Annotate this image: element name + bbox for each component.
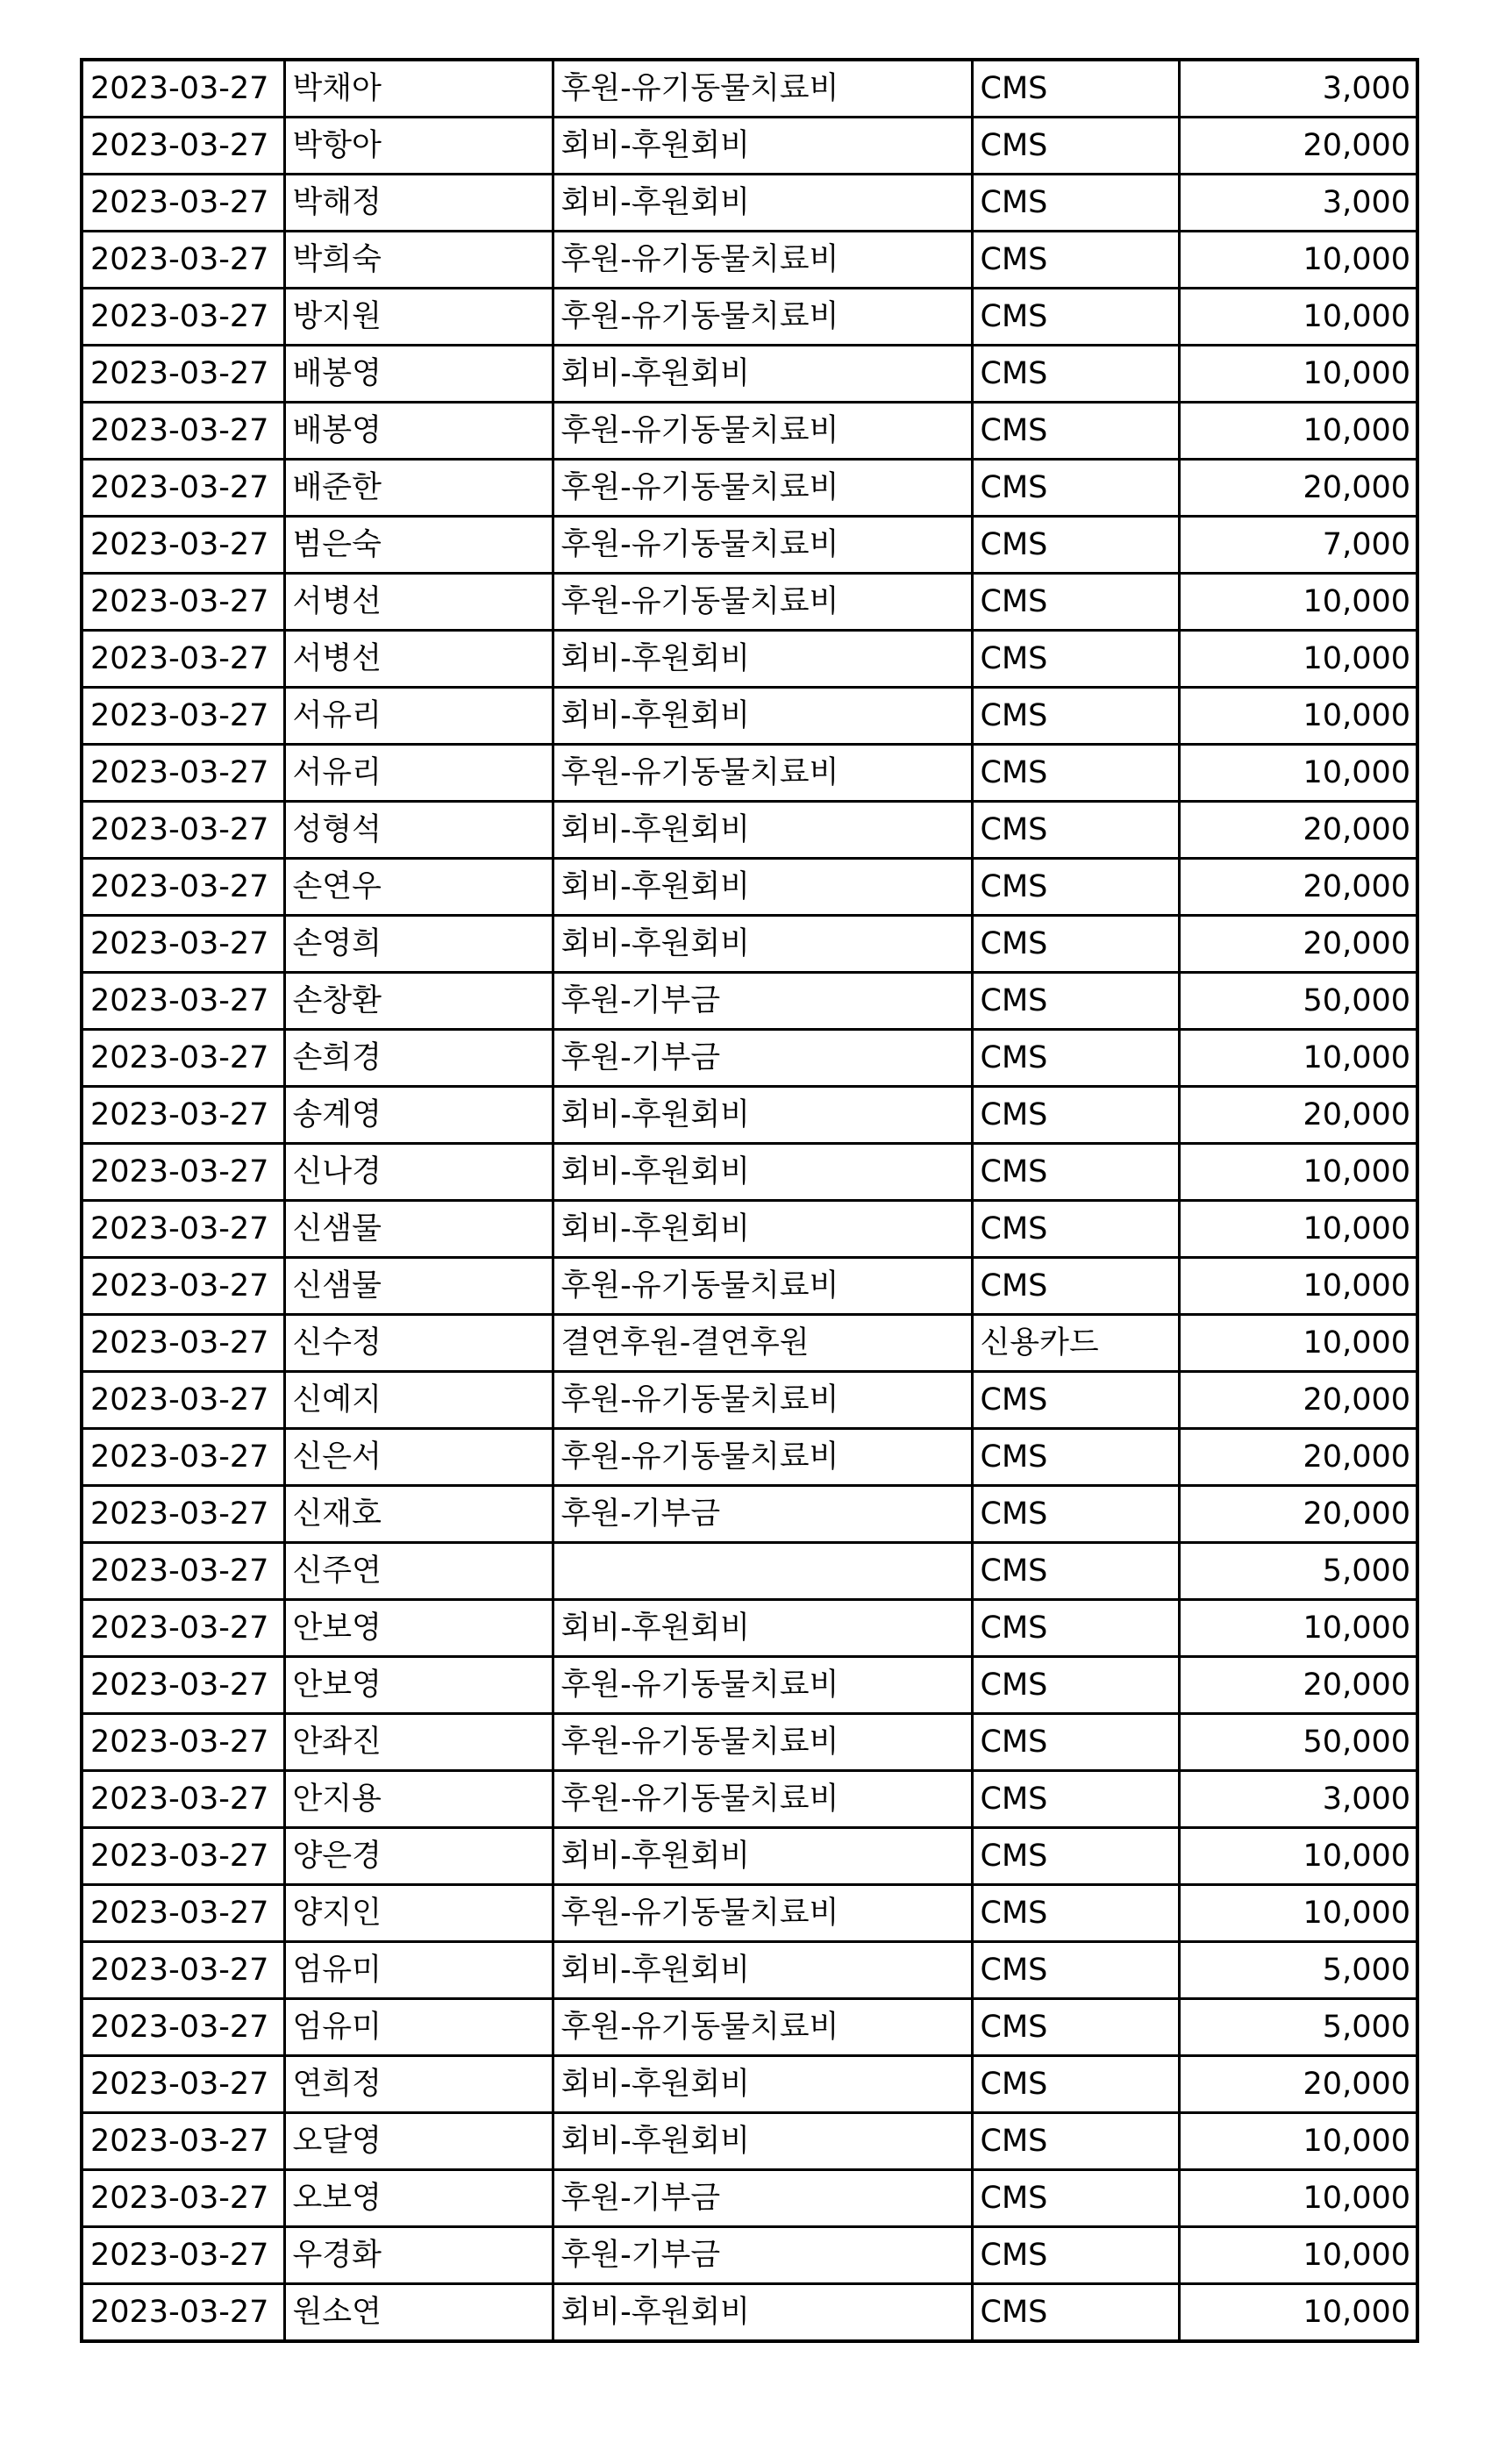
- table-row: [82, 1486, 1417, 1543]
- amount-cell: 20,000: [1179, 1486, 1417, 1543]
- amount-cell: 20,000: [1179, 916, 1417, 973]
- table-row: [82, 1087, 1417, 1144]
- name-cell: 원소연: [284, 2284, 553, 2342]
- category-cell: 회비-후원회비: [553, 802, 972, 859]
- name-cell: 배봉영: [284, 403, 553, 460]
- table-row: [82, 1828, 1417, 1885]
- payment-method-cell: CMS: [972, 232, 1179, 289]
- name-cell: 엄유미: [284, 1942, 553, 1999]
- amount-cell: 10,000: [1179, 2113, 1417, 2170]
- date-cell: 2023-03-27: [82, 2056, 284, 2113]
- category-cell: 후원-기부금: [553, 1486, 972, 1543]
- payment-method-cell: CMS: [972, 1144, 1179, 1201]
- amount-cell: 20,000: [1179, 1372, 1417, 1429]
- amount-cell: 20,000: [1179, 1657, 1417, 1714]
- category-cell: 결연후원-결연후원: [553, 1315, 972, 1372]
- table-row: [82, 574, 1417, 631]
- payment-method-cell: 신용카드: [972, 1315, 1179, 1372]
- amount-cell: 10,000: [1179, 1828, 1417, 1885]
- name-cell: 방지원: [284, 289, 553, 346]
- table-row: [82, 118, 1417, 175]
- name-cell: 신샘물: [284, 1258, 553, 1315]
- amount-cell: 10,000: [1179, 289, 1417, 346]
- table-row: [82, 1657, 1417, 1714]
- category-cell: 회비-후원회비: [553, 1942, 972, 1999]
- amount-cell: 3,000: [1179, 60, 1417, 118]
- payment-method-cell: CMS: [972, 118, 1179, 175]
- category-cell: 후원-유기동물치료비: [553, 1372, 972, 1429]
- name-cell: 송계영: [284, 1087, 553, 1144]
- amount-cell: 10,000: [1179, 1258, 1417, 1315]
- payment-method-cell: CMS: [972, 1543, 1179, 1600]
- name-cell: 신수정: [284, 1315, 553, 1372]
- payment-method-cell: CMS: [972, 745, 1179, 802]
- name-cell: 안보영: [284, 1657, 553, 1714]
- date-cell: 2023-03-27: [82, 403, 284, 460]
- category-cell: 후원-유기동물치료비: [553, 232, 972, 289]
- payment-method-cell: CMS: [972, 1771, 1179, 1828]
- name-cell: 배준한: [284, 460, 553, 517]
- category-cell: 회비-후원회비: [553, 916, 972, 973]
- payment-method-cell: CMS: [972, 2227, 1179, 2284]
- category-cell: 후원-기부금: [553, 1030, 972, 1087]
- payment-method-cell: CMS: [972, 1999, 1179, 2056]
- amount-cell: 5,000: [1179, 1999, 1417, 2056]
- payment-method-cell: CMS: [972, 574, 1179, 631]
- amount-cell: 10,000: [1179, 1201, 1417, 1258]
- amount-cell: 10,000: [1179, 1315, 1417, 1372]
- name-cell: 신재호: [284, 1486, 553, 1543]
- date-cell: 2023-03-27: [82, 574, 284, 631]
- category-cell: 후원-유기동물치료비: [553, 403, 972, 460]
- category-cell: 회비-후원회비: [553, 346, 972, 403]
- table-row: [82, 403, 1417, 460]
- name-cell: 신나경: [284, 1144, 553, 1201]
- amount-cell: 20,000: [1179, 118, 1417, 175]
- amount-cell: 5,000: [1179, 1942, 1417, 1999]
- category-cell: 후원-유기동물치료비: [553, 517, 972, 574]
- table-row: [82, 1429, 1417, 1486]
- date-cell: 2023-03-27: [82, 1828, 284, 1885]
- date-cell: 2023-03-27: [82, 1429, 284, 1486]
- payment-method-cell: CMS: [972, 517, 1179, 574]
- name-cell: 박희숙: [284, 232, 553, 289]
- amount-cell: 10,000: [1179, 2284, 1417, 2342]
- donation-ledger-table: [80, 58, 1419, 2343]
- name-cell: 손연우: [284, 859, 553, 916]
- table-row: [82, 1885, 1417, 1942]
- payment-method-cell: CMS: [972, 1372, 1179, 1429]
- category-cell: 후원-유기동물치료비: [553, 1771, 972, 1828]
- payment-method-cell: CMS: [972, 859, 1179, 916]
- table-row: [82, 1771, 1417, 1828]
- category-cell: 회비-후원회비: [553, 631, 972, 688]
- category-cell: 후원-유기동물치료비: [553, 745, 972, 802]
- name-cell: 안보영: [284, 1600, 553, 1657]
- payment-method-cell: CMS: [972, 802, 1179, 859]
- table-row: [82, 1600, 1417, 1657]
- date-cell: 2023-03-27: [82, 118, 284, 175]
- date-cell: 2023-03-27: [82, 1885, 284, 1942]
- table-row: [82, 2170, 1417, 2227]
- amount-cell: 10,000: [1179, 574, 1417, 631]
- category-cell: 회비-후원회비: [553, 2284, 972, 2342]
- amount-cell: 20,000: [1179, 802, 1417, 859]
- date-cell: 2023-03-27: [82, 688, 284, 745]
- amount-cell: 3,000: [1179, 175, 1417, 232]
- date-cell: 2023-03-27: [82, 745, 284, 802]
- table-row: [82, 175, 1417, 232]
- table-row: [82, 916, 1417, 973]
- category-cell: 후원-기부금: [553, 2227, 972, 2284]
- category-cell: 회비-후원회비: [553, 1201, 972, 1258]
- table-row: [82, 517, 1417, 574]
- table-row: [82, 1942, 1417, 1999]
- name-cell: 연희정: [284, 2056, 553, 2113]
- payment-method-cell: CMS: [972, 346, 1179, 403]
- amount-cell: 10,000: [1179, 688, 1417, 745]
- name-cell: 손희경: [284, 1030, 553, 1087]
- date-cell: 2023-03-27: [82, 973, 284, 1030]
- table-row: [82, 1201, 1417, 1258]
- category-cell: 회비-후원회비: [553, 859, 972, 916]
- payment-method-cell: CMS: [972, 289, 1179, 346]
- category-cell: 후원-유기동물치료비: [553, 1429, 972, 1486]
- category-cell: 회비-후원회비: [553, 2056, 972, 2113]
- name-cell: 배봉영: [284, 346, 553, 403]
- date-cell: 2023-03-27: [82, 2284, 284, 2342]
- table-row: [82, 745, 1417, 802]
- category-cell: 후원-기부금: [553, 973, 972, 1030]
- table-row: [82, 1714, 1417, 1771]
- payment-method-cell: CMS: [972, 916, 1179, 973]
- amount-cell: 3,000: [1179, 1771, 1417, 1828]
- category-cell: 회비-후원회비: [553, 2113, 972, 2170]
- date-cell: 2023-03-27: [82, 802, 284, 859]
- payment-method-cell: CMS: [972, 1942, 1179, 1999]
- amount-cell: 7,000: [1179, 517, 1417, 574]
- date-cell: 2023-03-27: [82, 289, 284, 346]
- category-cell: 후원-유기동물치료비: [553, 460, 972, 517]
- table-row: [82, 1999, 1417, 2056]
- category-cell: 회비-후원회비: [553, 688, 972, 745]
- payment-method-cell: CMS: [972, 2113, 1179, 2170]
- category-cell: 후원-유기동물치료비: [553, 60, 972, 118]
- payment-method-cell: CMS: [972, 1486, 1179, 1543]
- payment-method-cell: CMS: [972, 1258, 1179, 1315]
- amount-cell: 50,000: [1179, 1714, 1417, 1771]
- payment-method-cell: CMS: [972, 1828, 1179, 1885]
- amount-cell: 10,000: [1179, 631, 1417, 688]
- name-cell: 서병선: [284, 574, 553, 631]
- payment-method-cell: CMS: [972, 1885, 1179, 1942]
- date-cell: 2023-03-27: [82, 1258, 284, 1315]
- payment-method-cell: CMS: [972, 1600, 1179, 1657]
- name-cell: 신주연: [284, 1543, 553, 1600]
- date-cell: 2023-03-27: [82, 1201, 284, 1258]
- date-cell: 2023-03-27: [82, 1942, 284, 1999]
- category-cell: 후원-유기동물치료비: [553, 574, 972, 631]
- date-cell: 2023-03-27: [82, 1657, 284, 1714]
- date-cell: 2023-03-27: [82, 175, 284, 232]
- table-row: [82, 973, 1417, 1030]
- date-cell: 2023-03-27: [82, 1030, 284, 1087]
- payment-method-cell: CMS: [972, 2056, 1179, 2113]
- name-cell: 서유리: [284, 745, 553, 802]
- table-row: [82, 1543, 1417, 1600]
- ledger-body: [82, 60, 1417, 2341]
- name-cell: 범은숙: [284, 517, 553, 574]
- category-cell: 회비-후원회비: [553, 1600, 972, 1657]
- table-row: [82, 859, 1417, 916]
- name-cell: 신예지: [284, 1372, 553, 1429]
- date-cell: 2023-03-27: [82, 916, 284, 973]
- name-cell: 오보영: [284, 2170, 553, 2227]
- amount-cell: 10,000: [1179, 2170, 1417, 2227]
- amount-cell: 10,000: [1179, 745, 1417, 802]
- category-cell: 후원-유기동물치료비: [553, 289, 972, 346]
- table-row: [82, 60, 1417, 118]
- date-cell: 2023-03-27: [82, 1315, 284, 1372]
- category-cell: 후원-유기동물치료비: [553, 1258, 972, 1315]
- date-cell: 2023-03-27: [82, 460, 284, 517]
- amount-cell: 10,000: [1179, 1600, 1417, 1657]
- payment-method-cell: CMS: [972, 1429, 1179, 1486]
- date-cell: 2023-03-27: [82, 517, 284, 574]
- payment-method-cell: CMS: [972, 1030, 1179, 1087]
- table-row: [82, 1315, 1417, 1372]
- date-cell: 2023-03-27: [82, 1999, 284, 2056]
- amount-cell: 20,000: [1179, 1087, 1417, 1144]
- date-cell: 2023-03-27: [82, 1600, 284, 1657]
- name-cell: 손영희: [284, 916, 553, 973]
- table-row: [82, 1372, 1417, 1429]
- amount-cell: 20,000: [1179, 859, 1417, 916]
- date-cell: 2023-03-27: [82, 1714, 284, 1771]
- date-cell: 2023-03-27: [82, 859, 284, 916]
- table-row: [82, 631, 1417, 688]
- date-cell: 2023-03-27: [82, 2227, 284, 2284]
- name-cell: 서병선: [284, 631, 553, 688]
- payment-method-cell: CMS: [972, 60, 1179, 118]
- category-cell: 후원-기부금: [553, 2170, 972, 2227]
- payment-method-cell: CMS: [972, 175, 1179, 232]
- name-cell: 손창환: [284, 973, 553, 1030]
- date-cell: 2023-03-27: [82, 346, 284, 403]
- date-cell: 2023-03-27: [82, 232, 284, 289]
- table-row: [82, 2056, 1417, 2113]
- table-row: [82, 1258, 1417, 1315]
- table-row: [82, 2284, 1417, 2342]
- date-cell: 2023-03-27: [82, 631, 284, 688]
- date-cell: 2023-03-27: [82, 1144, 284, 1201]
- name-cell: 엄유미: [284, 1999, 553, 2056]
- table-row: [82, 232, 1417, 289]
- name-cell: 양은경: [284, 1828, 553, 1885]
- category-cell: 후원-유기동물치료비: [553, 1714, 972, 1771]
- date-cell: 2023-03-27: [82, 2170, 284, 2227]
- table-row: [82, 802, 1417, 859]
- name-cell: 오달영: [284, 2113, 553, 2170]
- name-cell: 성형석: [284, 802, 553, 859]
- table-row: [82, 1144, 1417, 1201]
- category-cell: 회비-후원회비: [553, 1144, 972, 1201]
- name-cell: 신은서: [284, 1429, 553, 1486]
- name-cell: 서유리: [284, 688, 553, 745]
- payment-method-cell: CMS: [972, 1657, 1179, 1714]
- amount-cell: 10,000: [1179, 1144, 1417, 1201]
- amount-cell: 50,000: [1179, 973, 1417, 1030]
- table-row: [82, 289, 1417, 346]
- payment-method-cell: CMS: [972, 973, 1179, 1030]
- date-cell: 2023-03-27: [82, 1771, 284, 1828]
- table-row: [82, 1030, 1417, 1087]
- category-cell: 후원-유기동물치료비: [553, 1999, 972, 2056]
- payment-method-cell: CMS: [972, 2284, 1179, 2342]
- date-cell: 2023-03-27: [82, 60, 284, 118]
- table-row: [82, 460, 1417, 517]
- category-cell: [553, 1543, 972, 1600]
- amount-cell: 10,000: [1179, 1030, 1417, 1087]
- category-cell: 회비-후원회비: [553, 1828, 972, 1885]
- category-cell: 회비-후원회비: [553, 1087, 972, 1144]
- name-cell: 박해정: [284, 175, 553, 232]
- name-cell: 박채아: [284, 60, 553, 118]
- date-cell: 2023-03-27: [82, 2113, 284, 2170]
- amount-cell: 10,000: [1179, 232, 1417, 289]
- amount-cell: 10,000: [1179, 403, 1417, 460]
- date-cell: 2023-03-27: [82, 1087, 284, 1144]
- category-cell: 후원-유기동물치료비: [553, 1657, 972, 1714]
- amount-cell: 20,000: [1179, 2056, 1417, 2113]
- amount-cell: 10,000: [1179, 1885, 1417, 1942]
- table-row: [82, 2227, 1417, 2284]
- payment-method-cell: CMS: [972, 403, 1179, 460]
- name-cell: 안지용: [284, 1771, 553, 1828]
- amount-cell: 10,000: [1179, 2227, 1417, 2284]
- name-cell: 안좌진: [284, 1714, 553, 1771]
- category-cell: 회비-후원회비: [553, 118, 972, 175]
- payment-method-cell: CMS: [972, 1201, 1179, 1258]
- amount-cell: 20,000: [1179, 1429, 1417, 1486]
- payment-method-cell: CMS: [972, 2170, 1179, 2227]
- table-row: [82, 2113, 1417, 2170]
- category-cell: 후원-유기동물치료비: [553, 1885, 972, 1942]
- payment-method-cell: CMS: [972, 1087, 1179, 1144]
- amount-cell: 10,000: [1179, 346, 1417, 403]
- name-cell: 신샘물: [284, 1201, 553, 1258]
- payment-method-cell: CMS: [972, 631, 1179, 688]
- table-row: [82, 346, 1417, 403]
- date-cell: 2023-03-27: [82, 1372, 284, 1429]
- payment-method-cell: CMS: [972, 1714, 1179, 1771]
- payment-method-cell: CMS: [972, 460, 1179, 517]
- date-cell: 2023-03-27: [82, 1543, 284, 1600]
- date-cell: 2023-03-27: [82, 1486, 284, 1543]
- table-row: [82, 688, 1417, 745]
- name-cell: 양지인: [284, 1885, 553, 1942]
- name-cell: 박항아: [284, 118, 553, 175]
- amount-cell: 20,000: [1179, 460, 1417, 517]
- amount-cell: 5,000: [1179, 1543, 1417, 1600]
- payment-method-cell: CMS: [972, 688, 1179, 745]
- name-cell: 우경화: [284, 2227, 553, 2284]
- category-cell: 회비-후원회비: [553, 175, 972, 232]
